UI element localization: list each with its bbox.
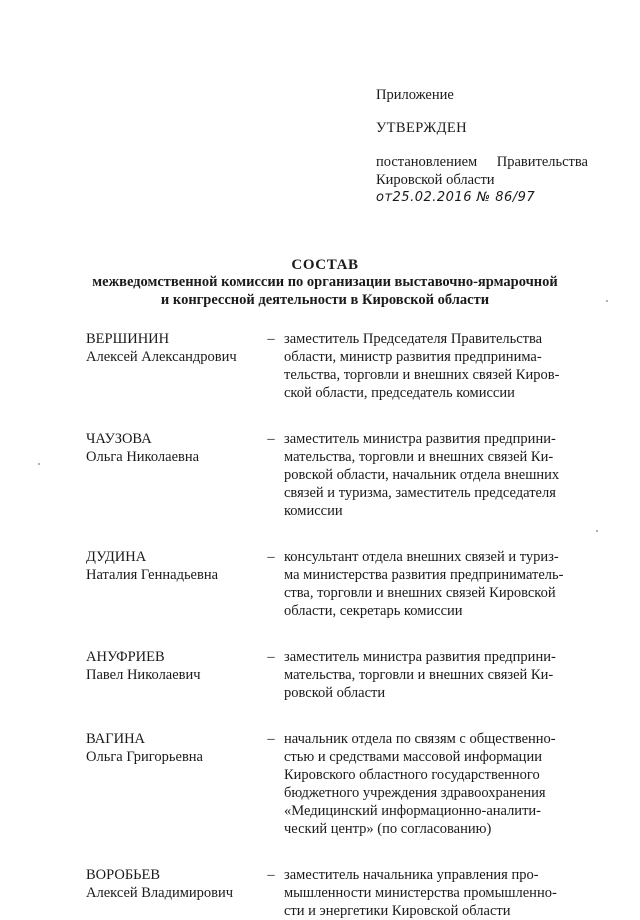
member-entry	[86, 866, 586, 920]
member-role	[284, 330, 580, 402]
member-role	[284, 730, 580, 838]
role-line: заместитель министра развития предприни-	[284, 649, 556, 665]
title-heading: СОСТАВ	[291, 257, 359, 273]
role-line: бюджетного учреждения здравоохранения	[284, 785, 546, 801]
role-line: мышленности министерства промышленно-	[284, 885, 557, 901]
role-line: стью и средствами массовой информации	[284, 749, 542, 765]
member-person	[86, 330, 258, 402]
member-person	[86, 866, 258, 920]
member-name: Ольга Николаевна	[86, 449, 200, 465]
document-title	[60, 256, 590, 309]
scan-speck	[596, 530, 598, 532]
member-surname: АНУФРИЕВ	[86, 649, 165, 665]
member-name: Павел Николаевич	[86, 667, 201, 683]
member-role	[284, 430, 580, 520]
role-line: связей и туризма, заместитель председателя	[284, 485, 556, 501]
resolution-line-2: Кировской области	[376, 172, 495, 188]
member-surname: ВАГИНА	[86, 731, 146, 747]
role-line: заместитель министра развития предприни-	[284, 431, 556, 447]
role-line: начальник отдела по связям с общественно-	[284, 731, 556, 747]
member-entry	[86, 648, 586, 702]
member-dash: –	[267, 431, 275, 447]
member-role	[284, 648, 580, 702]
member-name: Наталия Геннадьевна	[86, 567, 219, 583]
member-name: Алексей Александрович	[86, 349, 237, 365]
member-name: Алексей Владимирович	[86, 885, 234, 901]
role-line: ровской области, начальник отдела внешних	[284, 467, 560, 483]
role-line: Кировского областного государственного	[284, 767, 540, 783]
approval-stamp	[376, 86, 616, 207]
role-line: области, министр развития предпринима-	[284, 349, 542, 365]
member-entry	[86, 330, 586, 402]
role-line: мательства, торговли и внешних связей Ки-	[284, 667, 554, 683]
member-person	[86, 430, 258, 520]
member-surname: ВЕРШИНИН	[86, 331, 170, 347]
member-person	[86, 648, 258, 702]
title-subtitle-line-2: и конгрессной деятельности в Кировской области	[160, 291, 490, 308]
role-line: заместитель Председателя Правительства	[284, 331, 543, 347]
member-dash: –	[267, 731, 275, 747]
title-subtitle-line-1: межведомственной комиссии по организации выставочно-ярмарочной	[92, 274, 558, 290]
member-dash: –	[267, 649, 275, 665]
member-surname: ЧАУЗОВА	[86, 431, 152, 447]
member-name: Ольга Григорьевна	[86, 749, 203, 765]
role-line: области, секретарь комиссии	[284, 603, 463, 619]
role-line: мательства, торговли и внешних связей Ки-	[284, 449, 554, 465]
member-entry	[86, 548, 586, 620]
resolution-line-1: постановлением Правительства	[376, 154, 588, 170]
appendix-label: Приложение	[376, 87, 454, 103]
member-dash: –	[267, 867, 275, 883]
role-line: комиссии	[284, 503, 343, 519]
member-role	[284, 866, 580, 920]
member-dash: –	[267, 549, 275, 565]
role-line: сти и энергетики Кировской области	[284, 903, 511, 919]
member-entry	[86, 730, 586, 838]
role-line: тельства, торговли и внешних связей Киров-	[284, 367, 560, 383]
role-line: ческий центр» (по согласованию)	[284, 821, 492, 837]
role-line: ской области, председатель комиссии	[284, 385, 515, 401]
role-line: «Медицинский информационно-аналити-	[284, 803, 541, 819]
role-line: ства, торговли и внешних связей Кировской	[284, 585, 556, 601]
member-surname: ВОРОБЬЕВ	[86, 867, 161, 883]
scan-speck	[38, 463, 40, 465]
members-list	[86, 330, 586, 920]
role-line: консультант отдела внешних связей и туриз-	[284, 549, 559, 565]
member-surname: ДУДИНА	[86, 549, 147, 565]
member-person	[86, 548, 258, 620]
member-person	[86, 730, 258, 838]
member-dash: –	[267, 331, 275, 347]
role-line: ровской области	[284, 685, 386, 701]
role-line: ма министерства развития предприниматель-	[284, 567, 564, 583]
resolution-date-number: от25.02.2016 № 86/97	[376, 190, 536, 205]
role-line: заместитель начальника управления про-	[284, 867, 539, 883]
scan-speck	[606, 300, 608, 302]
member-role	[284, 548, 580, 620]
approved-label: УТВЕРЖДЕН	[376, 120, 468, 136]
member-entry	[86, 430, 586, 520]
